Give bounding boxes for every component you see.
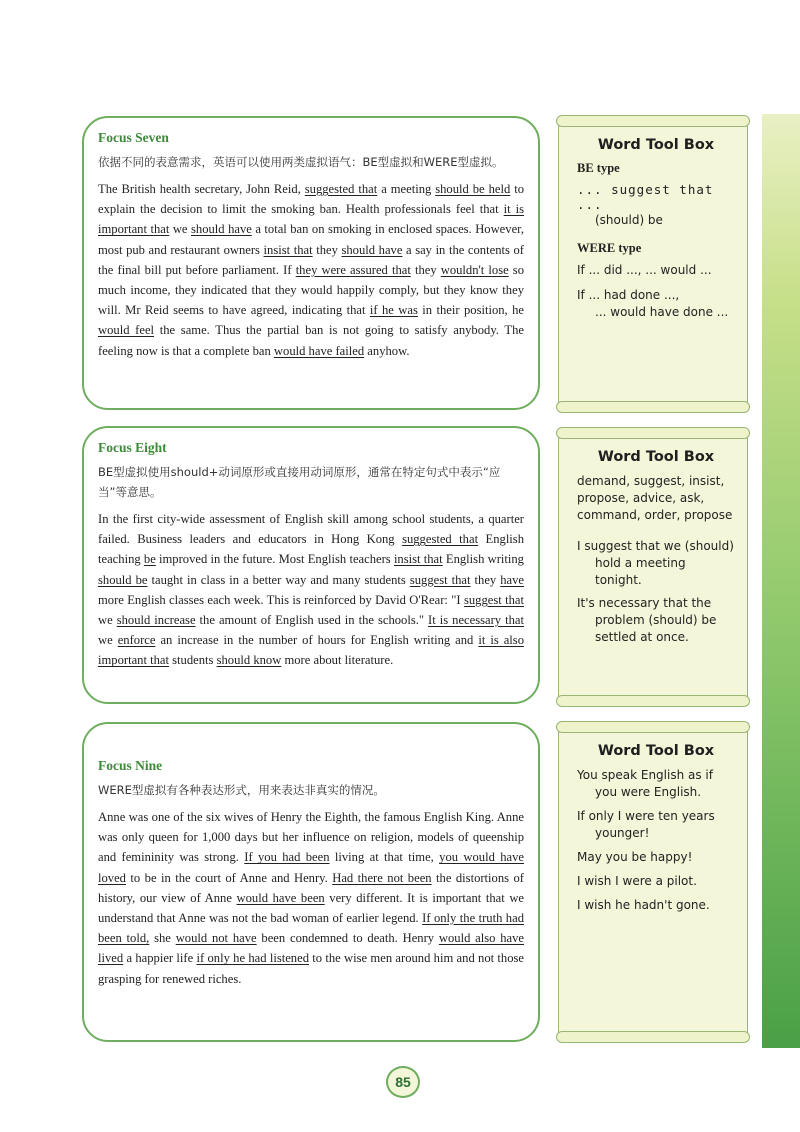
focus-seven-title: Focus Seven [98, 130, 169, 145]
focus-nine-title: Focus Nine [98, 758, 163, 773]
be-verbs-list: demand, suggest, insist, propose, advice, ask, command, order, propose [577, 474, 733, 522]
were-example: You speak English as if you were English. [577, 768, 713, 799]
side-decoration-bar [762, 114, 800, 1048]
word-tool-box-title: Word Tool Box [597, 137, 715, 153]
focus-eight-title: Focus Eight [98, 440, 167, 455]
focus-seven-instruction: 依据不同的表意需求，英语可以使用两类虚拟语气：BE型虚拟和WERE型虚拟。 [98, 155, 504, 169]
word-tool-box-be-verbs [558, 432, 748, 702]
word-tool-box-title: Word Tool Box [597, 449, 715, 465]
focus-nine-instruction: WERE型虚拟有各种表达形式，用来表达非真实的情况。 [98, 783, 385, 797]
be-type-label: BE type [577, 161, 620, 175]
were-example: I wish I were a pilot. [577, 874, 697, 888]
focus-seven-paragraph: The British health secretary, John Reid, suggested that a meeting should be held to explain the decision to limit the smoking ban. Health professionals feel that it is important that we should have a total ban on smoking in enclosed spaces. However, most pub and restaurant owners insist that they should have a say in the contents of the final bill put before parliament. If they were assured that they wouldn't lose so much income, they indicated that they would happily comply, but they know they will. Mr Reid seems to have agreed, indicating that if he was in their position, he would feel the same. Thus the partial ban is not going to satisfy anybody. The feeling now is that a complete ban would have failed anyhow. [98, 182, 524, 358]
were-type-line: If ... had done ..., [577, 288, 680, 302]
be-example: I suggest that we (should) hold a meeting tonight. [577, 539, 734, 587]
page-number: 85 [386, 1066, 420, 1098]
be-example: It's necessary that the problem (should) be settled at once. [577, 596, 717, 644]
were-example: May you be happy! [577, 850, 693, 864]
were-example: I wish he hadn't gone. [577, 898, 710, 912]
were-example: If only I were ten years younger! [577, 809, 715, 840]
focus-nine-paragraph: Anne was one of the six wives of Henry the Eighth, the famous English King. Anne was only queen for 1,000 days but her influence on religion, models of queenship and femininity was strong. If you had been living at that time, you would have loved to be in the court of Anne and Henry. Had there not been the distortions of history, our view of Anne would have been very different. It is important that we understand that Anne was not the bad woman of earlier legend. If only the truth had been told, she would not have been condemned to death. Henry would also have lived a happier life if only he had listened to the wise men around him and not those grasping for renewed riches. [98, 810, 525, 986]
be-type-line: ... suggest that ... [577, 182, 714, 212]
word-tool-box-title: Word Tool Box [597, 743, 715, 759]
focus-seven-box [82, 116, 540, 410]
focus-eight-paragraph: In the first city-wide assessment of English skill among school students, a quarter failed. Business leaders and educators in Hong Kong suggested that English teaching be improved in the future. Most English teachers insist that English writing should be taught in class in a better way and many students suggest that they have more English classes each week. This is reinforced by David O'Rear: "I suggest that we should increase the amount of English used in the schools." It is necessary that we enforce an increase in the number of hours for English writing and it is also important that students should know more about literature. [98, 512, 525, 668]
were-type-label: WERE type [577, 241, 642, 255]
word-tool-box-be-were [558, 120, 748, 408]
focus-eight-instruction: BE型虚拟使用should+动词原形或直接用动词原形，通常在特定句式中表示“应当”等意思。 [98, 465, 501, 499]
word-tool-box-were-examples [558, 726, 748, 1038]
focus-eight-box [82, 426, 540, 704]
be-type-line: (should) be [595, 213, 663, 227]
focus-nine-box [82, 722, 540, 1042]
were-type-line: ... would have done ... [595, 305, 729, 319]
were-type-line: If ... did ..., ... would ... [577, 263, 712, 277]
